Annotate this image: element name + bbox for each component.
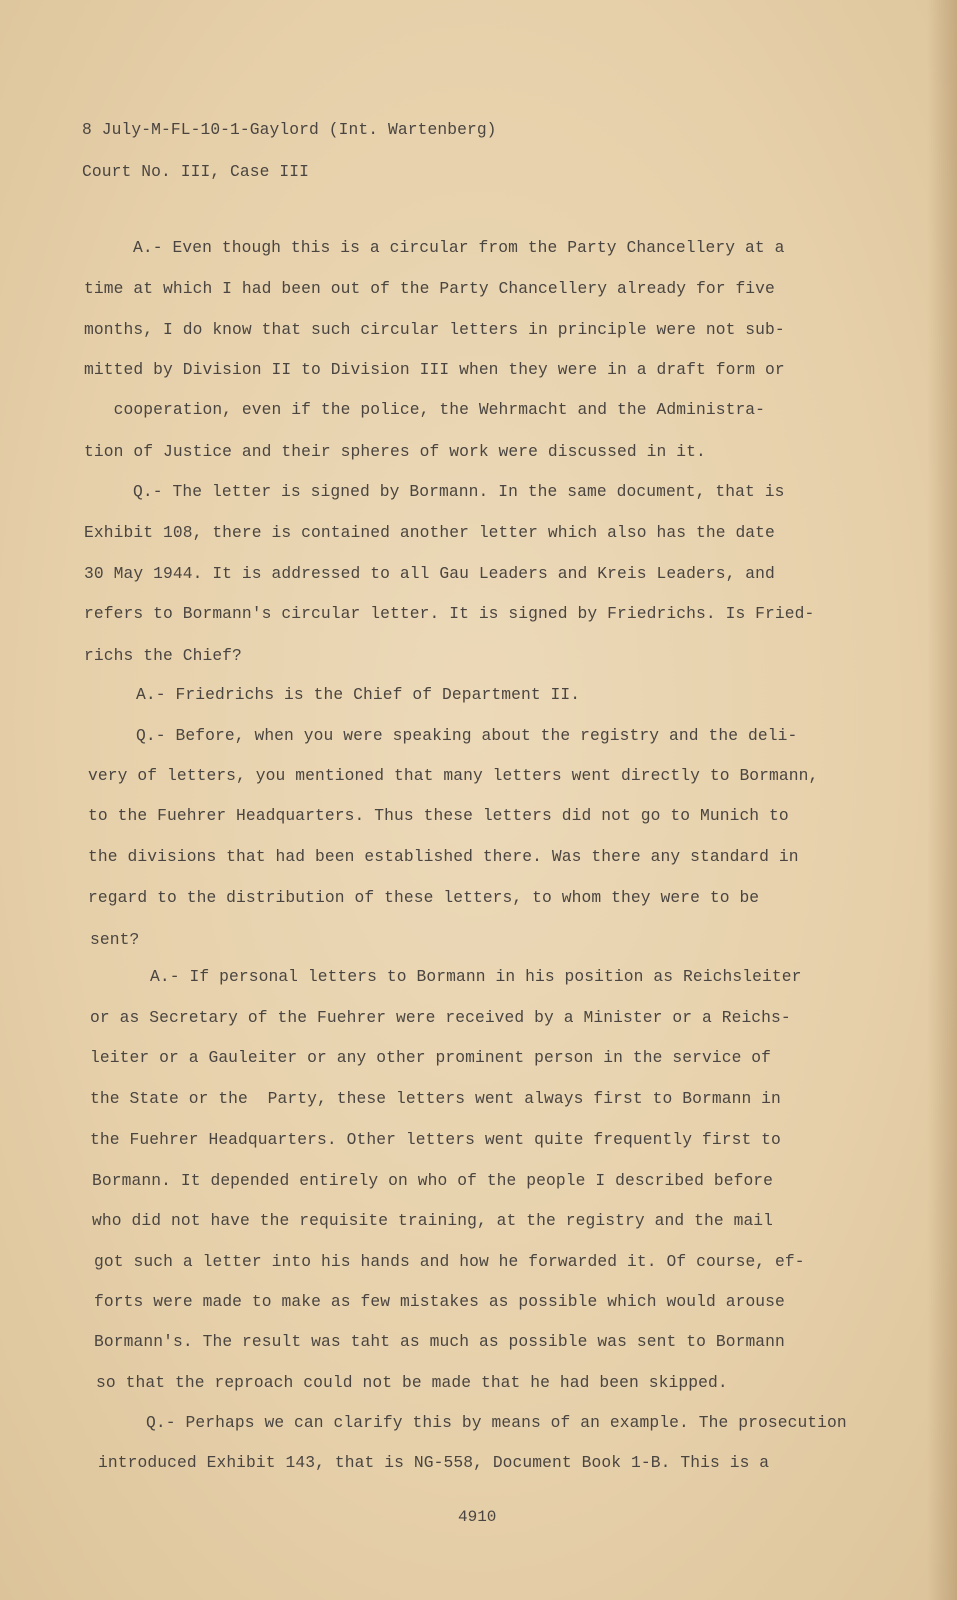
text-line: time at which I had been out of the Party Chancellery already for five — [84, 279, 775, 298]
text-line: Bormann. It depended entirely on who of the people I described before — [92, 1171, 774, 1190]
header-line-1: 8 July-M-FL-10-1-Gaylord (Int. Wartenberg) — [82, 120, 497, 139]
text-line: cooperation, even if the police, the Wehrmacht and the Administra- — [84, 400, 766, 419]
text-line: refers to Bormann's circular letter. It is signed by Friedrichs. Is Fried- — [84, 604, 815, 623]
page-number: 4910 — [458, 1508, 497, 1526]
text-line: introduced Exhibit 143, that is NG-558, Document Book 1-B. This is a — [98, 1453, 770, 1472]
text-line: tion of Justice and their spheres of work were discussed in it. — [84, 442, 706, 461]
text-line: A.- Friedrichs is the Chief of Department II. — [136, 685, 581, 704]
text-line: leiter or a Gauleiter or any other prominent person in the service of — [90, 1048, 772, 1067]
text-line: Q.- Before, when you were speaking about the registry and the deli- — [136, 726, 798, 745]
text-line: the divisions that had been established there. Was there any standard in — [88, 847, 799, 866]
text-line: A.- If personal letters to Bormann in his position as Reichsleiter — [150, 967, 802, 986]
text-line: sent? — [90, 930, 140, 949]
text-line: or as Secretary of the Fuehrer were received by a Minister or a Reichs- — [90, 1008, 791, 1027]
text-line: so that the reproach could not be made that he had been skipped. — [96, 1373, 728, 1392]
text-line: Exhibit 108, there is contained another letter which also has the date — [84, 523, 775, 542]
text-line: the State or the Party, these letters went always first to Bormann in — [90, 1089, 781, 1108]
text-line: 30 May 1944. It is addressed to all Gau Leaders and Kreis Leaders, and — [84, 564, 775, 583]
text-line: A.- Even though this is a circular from the Party Chancellery at a — [133, 238, 785, 257]
text-line: months, I do know that such circular letters in principle were not sub- — [84, 320, 785, 339]
text-line: very of letters, you mentioned that many letters went directly to Bormann, — [88, 766, 819, 785]
text-line: regard to the distribution of these letters, to whom they were to be — [88, 888, 760, 907]
text-line: got such a letter into his hands and how he forwarded it. Of course, ef- — [94, 1252, 805, 1271]
header-line-2: Court No. III, Case III — [82, 162, 310, 181]
text-line: who did not have the requisite training, at the registry and the mail — [92, 1211, 774, 1230]
text-line: Q.- Perhaps we can clarify this by means of an example. The prosecution — [146, 1413, 847, 1432]
page-edge-shadow — [927, 0, 957, 1600]
text-line: forts were made to make as few mistakes as possible which would arouse — [94, 1292, 785, 1311]
text-line: the Fuehrer Headquarters. Other letters went quite frequently first to — [90, 1130, 781, 1149]
text-line: to the Fuehrer Headquarters. Thus these letters did not go to Munich to — [88, 806, 789, 825]
text-line: Q.- The letter is signed by Bormann. In the same document, that is — [133, 482, 785, 501]
text-line: mitted by Division II to Division III when they were in a draft form or — [84, 360, 785, 379]
text-line: richs the Chief? — [84, 646, 242, 665]
text-line: Bormann's. The result was taht as much as possible was sent to Bormann — [94, 1332, 785, 1351]
